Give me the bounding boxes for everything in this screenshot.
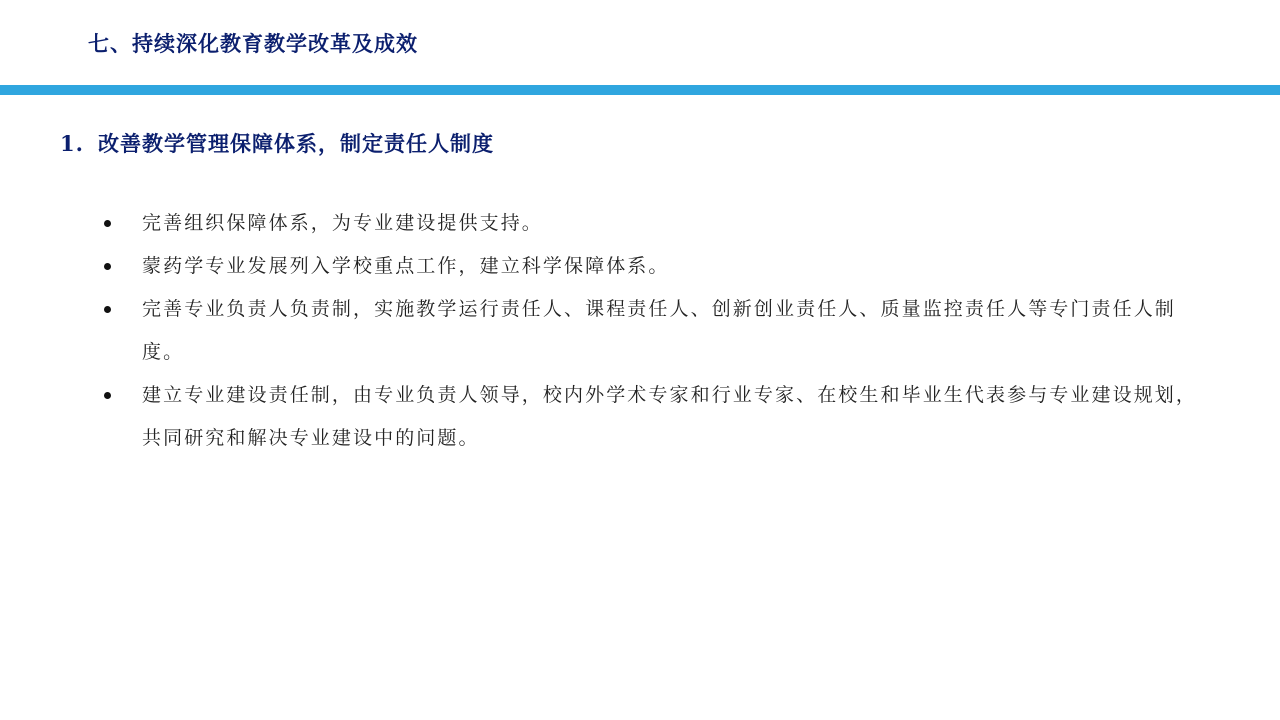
section-heading-text: 改善教学管理保障体系，制定责任人制度 xyxy=(98,131,494,156)
bullet-dot-icon xyxy=(104,263,111,270)
slide-header xyxy=(0,0,1280,85)
bullet-item xyxy=(100,202,1200,245)
bullet-dot-icon xyxy=(104,392,111,399)
bullet-text: 建立专业建设责任制，由专业负责人领导，校内外学术专家和行业专家、在校生和毕业生代表参与专业建设规划，共同研究和解决专业建设中的问题。 xyxy=(142,384,1198,449)
bullet-item xyxy=(100,288,1200,374)
section-heading xyxy=(60,128,494,158)
bullet-text: 完善组织保障体系，为专业建设提供支持。 xyxy=(142,212,543,234)
bullet-item xyxy=(100,245,1200,288)
bullet-item xyxy=(100,374,1200,460)
bullet-text: 蒙药学专业发展列入学校重点工作，建立科学保障体系。 xyxy=(142,255,670,277)
header-divider-bar xyxy=(0,85,1280,95)
bullet-list xyxy=(100,202,1200,460)
bullet-dot-icon xyxy=(104,306,111,313)
section-number: 1. xyxy=(60,131,84,156)
bullet-dot-icon xyxy=(104,220,111,227)
bullet-text: 完善专业负责人负责制，实施教学运行责任人、课程责任人、创新创业责任人、质量监控责任人等专门责任人制度。 xyxy=(142,298,1176,363)
slide-title: 七、持续深化教育教学改革及成效 xyxy=(88,31,418,56)
